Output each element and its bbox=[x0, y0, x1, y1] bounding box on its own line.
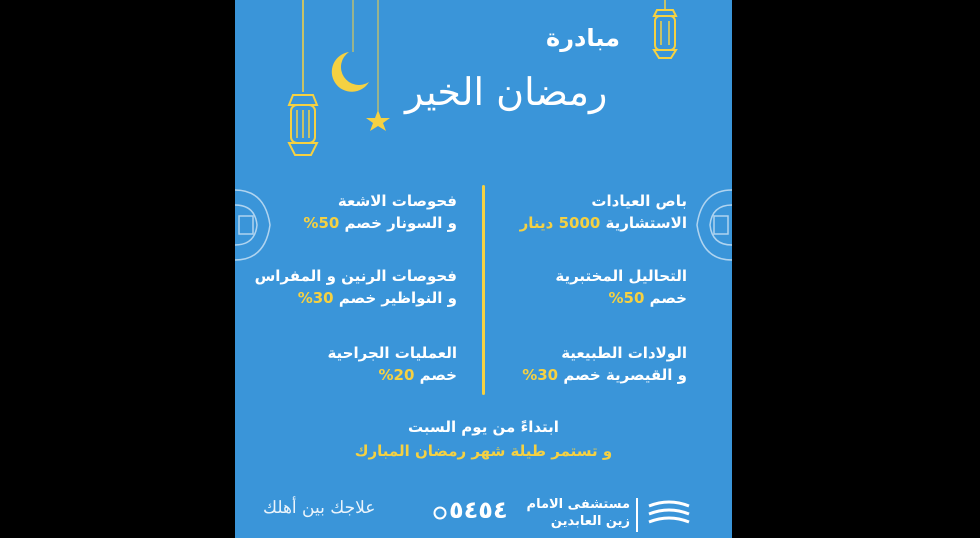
lantern-icon bbox=[645, 0, 685, 70]
offer-right-1-detail bbox=[520, 214, 687, 232]
offer-right-1-title: باص العيادات bbox=[591, 192, 687, 210]
offer-left-1-title: فحوصات الاشعة bbox=[337, 192, 457, 210]
offer-right-3-prefix: و القيصرية خصم bbox=[558, 366, 687, 384]
offer-left-3-prefix: خصم bbox=[414, 366, 457, 384]
offer-left-1-prefix: و السونار خصم bbox=[339, 214, 457, 232]
offer-right-1-value: 5000 دينار bbox=[519, 214, 601, 232]
ramadan-calligraphy: رمضان الخير bbox=[405, 70, 608, 114]
initiative-label: مبادرة bbox=[546, 24, 620, 52]
geometric-ornament-icon bbox=[235, 180, 285, 270]
footer-divider bbox=[636, 498, 638, 532]
offer-left-2-prefix: و النواظير خصم bbox=[333, 289, 457, 307]
offer-left-2-value: 30% bbox=[297, 289, 334, 307]
offer-left-3-detail bbox=[379, 366, 457, 384]
offer-left-1-detail bbox=[303, 214, 457, 232]
offer-right-3-value: 30% bbox=[522, 366, 559, 384]
offer-right-2-value: 50% bbox=[608, 289, 645, 307]
hospital-logo-icon bbox=[645, 498, 693, 532]
offer-right-2-prefix: خصم bbox=[644, 289, 687, 307]
offer-left-2-detail bbox=[298, 289, 457, 307]
slogan-calligraphy: علاجك بين أهلك bbox=[263, 498, 376, 518]
offer-right-3-detail bbox=[522, 366, 687, 384]
offer-right-2-detail bbox=[609, 289, 687, 307]
offer-left-1-value: 50% bbox=[303, 214, 340, 232]
geometric-ornament-icon bbox=[682, 180, 732, 270]
column-divider bbox=[482, 185, 485, 395]
offer-left-2-title: فحوصات الرنين و المفراس bbox=[254, 267, 457, 285]
start-note: ابتداءً من يوم السبت bbox=[408, 418, 559, 436]
offer-right-2-title: التحاليل المختبرية bbox=[555, 267, 687, 285]
offer-left-3-value: 20% bbox=[378, 366, 415, 384]
duration-note: و تستمر طيلة شهر رمضان المبارك bbox=[354, 442, 613, 460]
hospital-name-line2: زين العابدين bbox=[550, 514, 630, 529]
ramadan-poster bbox=[235, 0, 732, 538]
offer-left-3-title: العمليات الجراحية bbox=[327, 344, 457, 362]
phone-icon bbox=[433, 506, 447, 520]
offer-right-1-prefix: الاستشارية bbox=[600, 214, 687, 232]
offer-right-3-title: الولادات الطبيعية bbox=[561, 344, 687, 362]
star-icon bbox=[363, 0, 393, 140]
hotline-number: ٥٤٥٤ bbox=[449, 496, 508, 524]
hospital-name-line1: مستشفى الامام bbox=[526, 497, 630, 512]
